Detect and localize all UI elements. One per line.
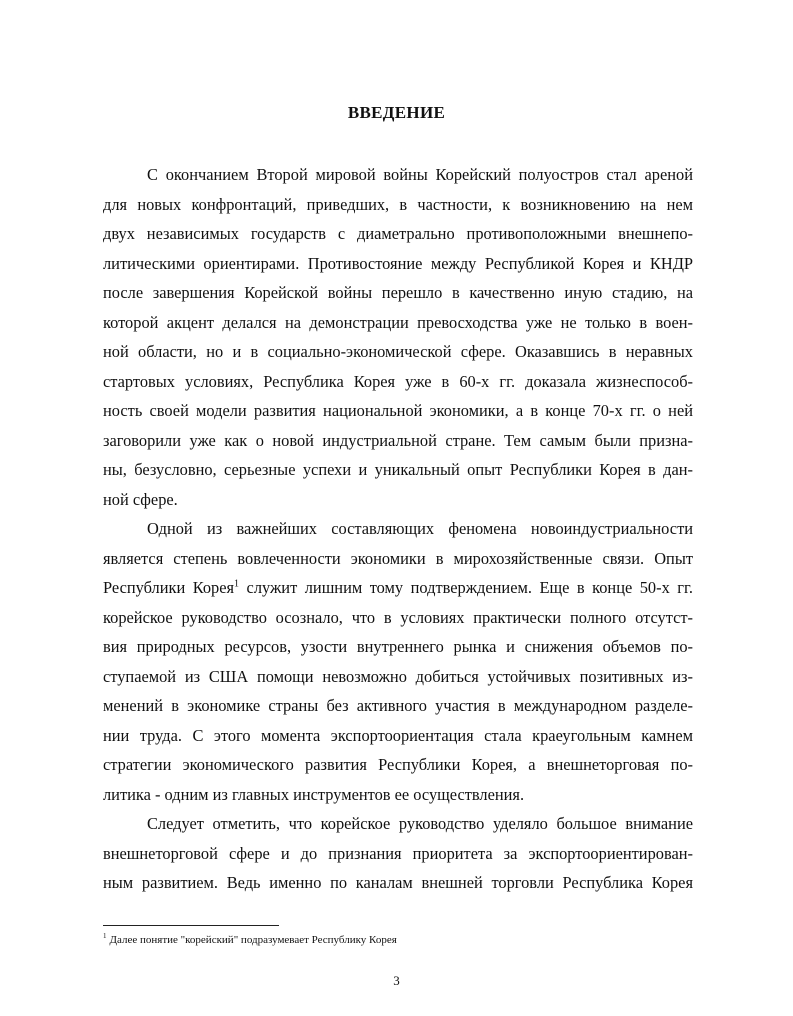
text-line: С окончанием Второй мировой войны Корейский полуостров стал ареной: [147, 165, 693, 184]
footnote-reference: 1: [234, 578, 240, 590]
text-line: литика - одним из главных инструментов ее осуществления.: [103, 784, 525, 804]
page-title: ВВЕДЕНИЕ: [347, 103, 446, 122]
text-line: ступаемой из США помощи невозможно добиться устойчивых позитивных из-: [103, 666, 693, 686]
text-fragment: Республики Корея: [103, 578, 235, 597]
text-line: нии труда. С этого момента экспортоориентация стала краеугольным камнем: [103, 725, 693, 745]
text-line: заговорили уже как о новой индустриальной стране. Тем самым были призна-: [103, 430, 693, 450]
text-line: ной сфере.: [103, 489, 178, 509]
text-line: ность своей модели развития национальной экономики, а в конце 70-х гг. о ней: [103, 401, 693, 420]
text-line: стартовых условиях, Республика Корея уже в 60-х гг. доказала жизнеспособ-: [103, 371, 693, 391]
text-line: является степень вовлеченности экономики в мирохозяйственные связи. Опыт: [103, 548, 693, 568]
footnote: [103, 933, 397, 947]
text-line: корейское руководство осознало, что в условиях практически полного отсутст-: [103, 607, 693, 627]
paragraph-1: [103, 160, 693, 514]
text-line: ным развитием. Ведь именно по каналам внешней торговли Республика Корея: [103, 873, 693, 892]
text-line: ной области, но и в социально-экономической сфере. Оказавшись в неравных: [103, 342, 693, 361]
text-line: Одной из важнейших составляющих феномена новоиндустриальности: [147, 519, 693, 538]
page-number: 3: [393, 973, 400, 988]
text-line: которой акцент делался на демонстрации превосходства уже не только в воен-: [103, 312, 693, 332]
text-line: для новых конфронтаций, приведших, в частности, к возникновению на нем: [103, 194, 693, 214]
text-fragment: служит лишним тому подтверждением. Еще в конце 50-х гг.: [246, 578, 693, 597]
paragraph-3: [103, 809, 693, 898]
text-line: менений в экономике страны без активного участия в международном разделе-: [103, 696, 693, 715]
text-line: двух независимых государств с диаметрально противоположными внешнепо-: [103, 224, 693, 243]
text-line: после завершения Корейской войны перешло в качественно иную стадию, на: [103, 283, 693, 302]
text-line: внешнеторговой сфере и до признания приоритета за экспортоориентирован-: [103, 843, 693, 863]
text-line: стратегии экономического развития Республики Корея, а внешнеторговая по-: [103, 755, 693, 774]
text-line: литическими ориентирами. Противостояние между Республикой Корея и КНДР: [103, 253, 693, 273]
body-text: [103, 160, 693, 898]
footnote-divider: [103, 925, 279, 926]
text-line: вия природных ресурсов, узости внутреннего рынка и снижения объемов по-: [103, 637, 693, 656]
footnote-text: Далее понятие "корейский" подразумевает Республику Корея: [109, 934, 397, 946]
footnote-mark: 1: [103, 932, 107, 941]
text-line: Следует отметить, что корейское руководство уделяло большое внимание: [147, 814, 693, 833]
text-line: ны, безусловно, серьезные успехи и уникальный опыт Республики Корея в дан-: [103, 460, 693, 479]
text-line-with-footnote: [103, 573, 693, 603]
paragraph-2: [103, 514, 693, 809]
